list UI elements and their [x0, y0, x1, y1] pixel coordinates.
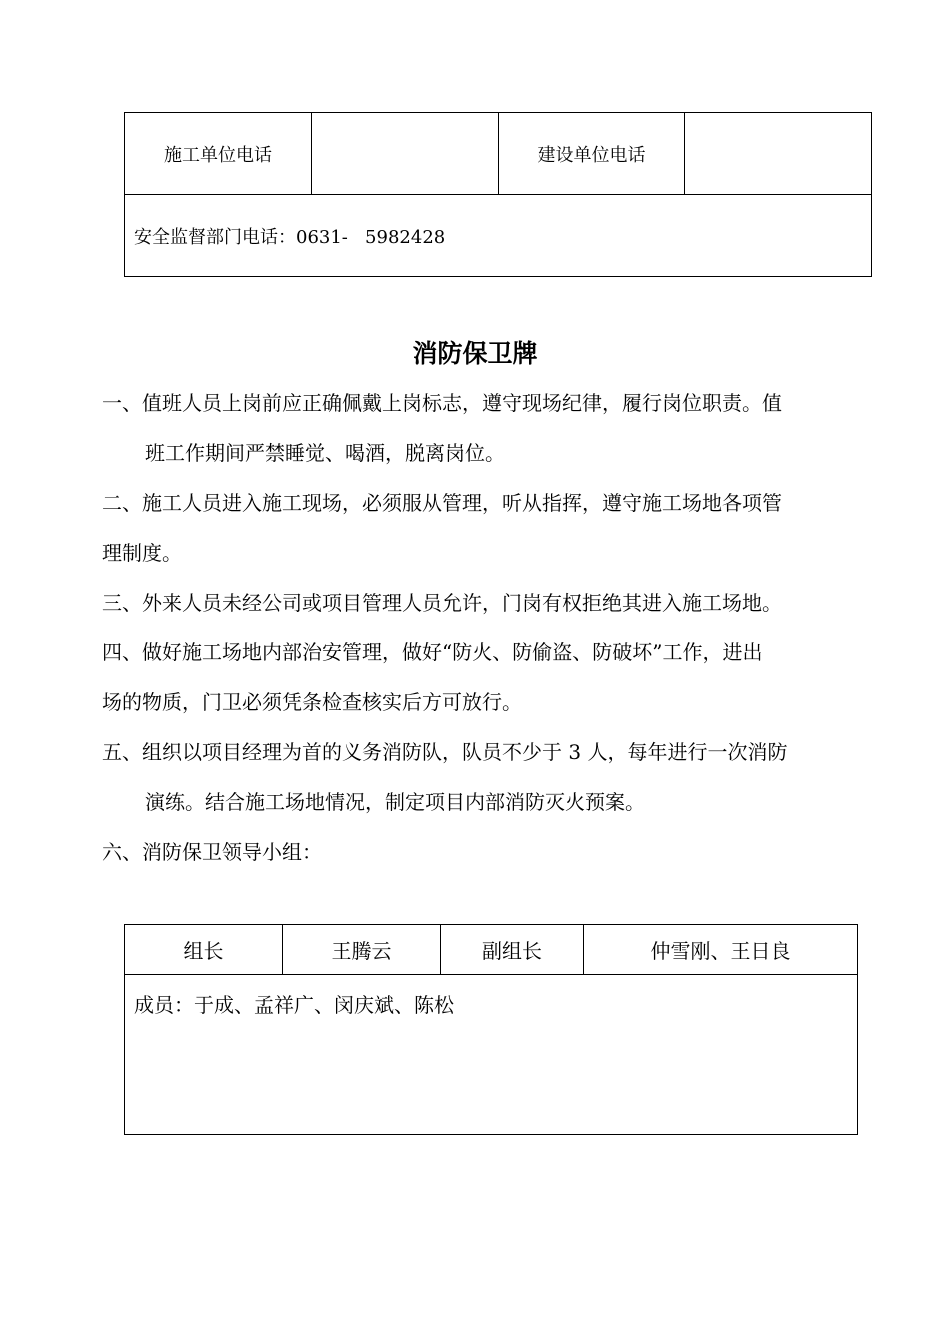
deputy-label: 副组长 — [441, 925, 584, 975]
rule-2 — [102, 489, 882, 517]
rule-4-line-1: 四、做好施工场地内部治安管理，做好“防火、防偷盗、防破坏”工作，进出 — [102, 640, 763, 664]
rule-2-line-2: 理制度。 — [102, 541, 182, 565]
rule-5-line-2: 演练。结合施工场地情况，制定项目内部消防灭火预案。 — [145, 790, 645, 814]
rule-1 — [102, 389, 882, 417]
rule-3 — [102, 589, 882, 617]
owner-phone-value — [685, 113, 872, 195]
rule-4-cont — [102, 688, 882, 716]
safety-supervision-phone: 安全监督部门电话：0631- 5982428 — [125, 195, 872, 277]
rule-5-cont — [145, 788, 925, 816]
leader-name: 王腾云 — [283, 925, 441, 975]
contact-phone-table — [124, 112, 872, 277]
rule-2-cont — [102, 539, 882, 567]
leadership-group-table — [124, 924, 858, 1135]
rule-4-line-2: 场的物质，门卫必须凭条检查核实后方可放行。 — [102, 690, 522, 714]
rule-1-line-1: 一、值班人员上岗前应正确佩戴上岗标志，遵守现场纪律，履行岗位职责。值 — [102, 391, 782, 415]
owner-phone-label: 建设单位电话 — [499, 113, 685, 195]
leader-label: 组长 — [125, 925, 283, 975]
rule-5 — [102, 738, 882, 766]
rule-5-line-1: 五、组织以项目经理为首的义务消防队，队员不少于 3 人，每年进行一次消防 — [102, 740, 788, 764]
rule-3-line-1: 三、外来人员未经公司或项目管理人员允许，门岗有权拒绝其进入施工场地。 — [102, 591, 782, 615]
construction-phone-value — [312, 113, 499, 195]
page-title: 消防保卫牌 — [412, 339, 538, 368]
rule-6 — [102, 838, 882, 866]
rule-6-line-1: 六、消防保卫领导小组： — [102, 840, 322, 864]
members-list: 成员：于成、孟祥广、闵庆斌、陈松 — [125, 975, 858, 1135]
deputy-names: 仲雪刚、王日良 — [584, 925, 858, 975]
construction-phone-label: 施工单位电话 — [125, 113, 312, 195]
rule-1-line-2: 班工作期间严禁睡觉、喝酒，脱离岗位。 — [145, 441, 505, 465]
rule-4 — [102, 638, 882, 666]
rule-2-line-1: 二、施工人员进入施工现场，必须服从管理，听从指挥，遵守施工场地各项管 — [102, 491, 782, 515]
rule-1-cont — [145, 439, 925, 467]
